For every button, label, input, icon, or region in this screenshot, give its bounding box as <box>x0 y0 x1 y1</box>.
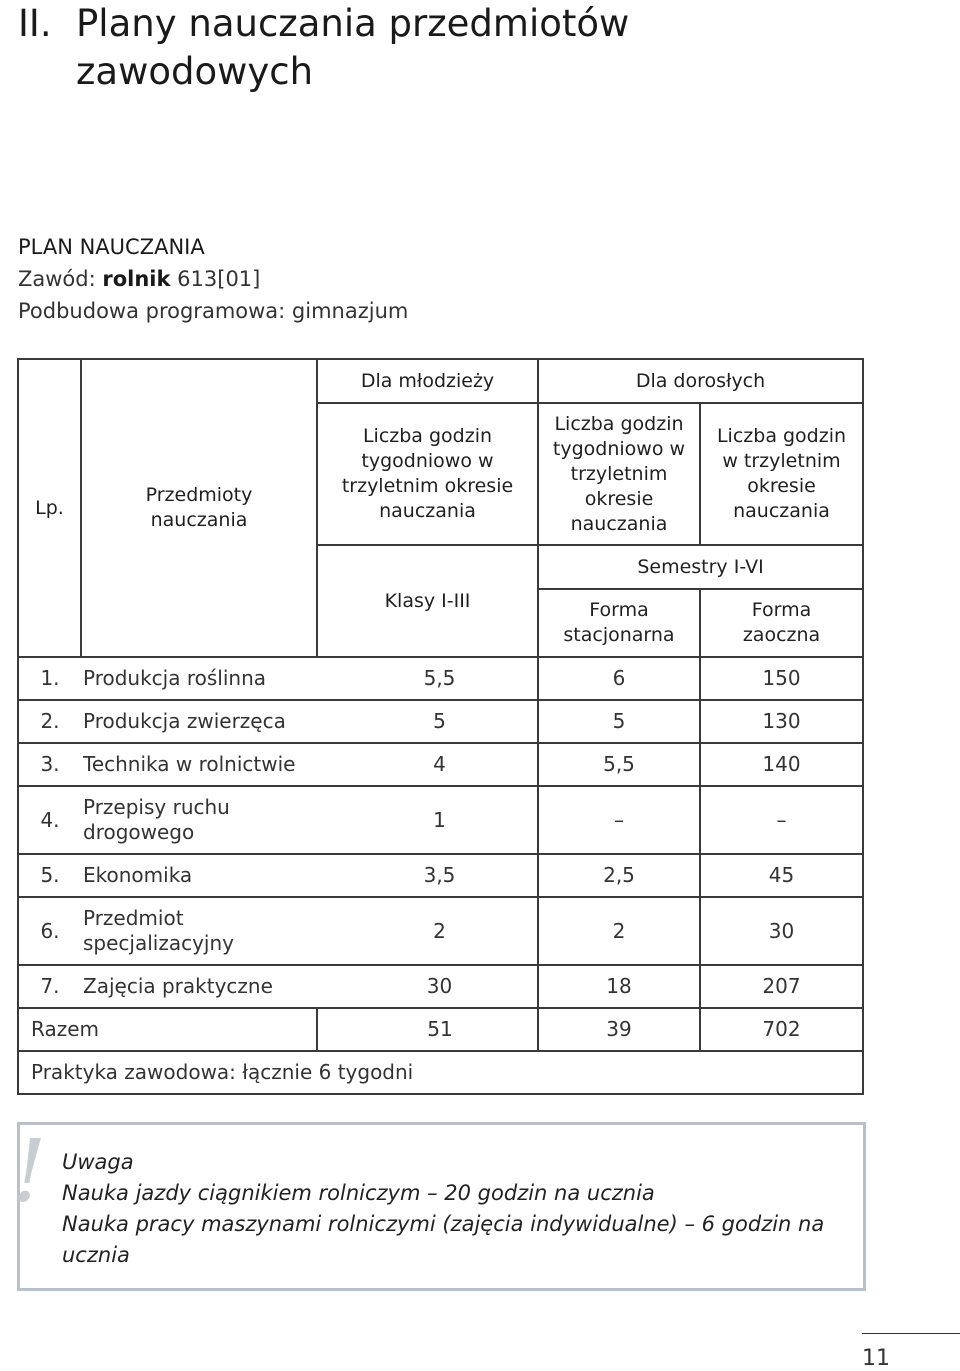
row-stacjonarna: 18 <box>538 965 700 1008</box>
header-lp: Lp. <box>18 359 81 657</box>
row-mlodziez: 4 <box>317 743 538 786</box>
row-stacjonarna: – <box>538 786 700 854</box>
row-lp: 6. <box>18 897 81 965</box>
row-name: Ekonomika <box>81 854 317 897</box>
row-name: Zajęcia praktyczne <box>81 965 317 1008</box>
plan-meta <box>18 231 408 327</box>
header-stacj-liczba: Liczba godzin tygodniowo w trzyletnim okresie nauczania <box>538 403 700 545</box>
title-line-2: zawodowych <box>76 50 314 93</box>
table-row <box>18 786 863 854</box>
note-line-1: Nauka jazdy ciągnikiem rolniczym – 20 godzin na ucznia <box>62 1181 655 1205</box>
title-line-1: Plany nauczania przedmiotów <box>76 2 630 45</box>
row-stacjonarna: 6 <box>538 657 700 700</box>
table-row <box>18 854 863 897</box>
row-lp: 1. <box>18 657 81 700</box>
podbudowa-line: Podbudowa programowa: gimnazjum <box>18 299 409 323</box>
note-line-2: Nauka pracy maszynami rolniczymi (zajęcia indywidualne) – 6 godzin na ucznia <box>62 1212 825 1267</box>
row-lp: 7. <box>18 965 81 1008</box>
row-lp: 4. <box>18 786 81 854</box>
row-zaoczna: 130 <box>700 700 863 743</box>
row-name: Produkcja roślinna <box>81 657 317 700</box>
header-semestry-block <box>538 545 863 657</box>
row-mlodziez: 5,5 <box>317 657 538 700</box>
header-dla-mlodziezy: Dla młodzieży <box>317 359 538 403</box>
row-zaoczna: – <box>700 786 863 854</box>
row-stacjonarna: 5,5 <box>538 743 700 786</box>
plan-table <box>17 358 864 1095</box>
header-forma-zaoczna: Forma zaoczna <box>742 599 821 646</box>
row-stacjonarna: 2 <box>538 897 700 965</box>
razem-stacjonarna: 39 <box>538 1008 700 1051</box>
note-text <box>62 1147 852 1271</box>
note-box <box>12 1122 866 1291</box>
plan-heading: PLAN NAUCZANIA <box>18 235 205 259</box>
table-row-razem <box>18 1008 863 1051</box>
exclamation-icon: ! <box>12 1122 47 1222</box>
row-mlodziez: 30 <box>317 965 538 1008</box>
chapter-number: II. <box>18 2 52 45</box>
zawod-label: Zawód: <box>18 267 96 291</box>
row-mlodziez: 2 <box>317 897 538 965</box>
header-klasy: Klasy I-III <box>317 545 538 657</box>
header-forma-stacjonarna: Forma stacjonarna <box>539 590 701 656</box>
row-name: Produkcja zwierzęca <box>81 700 317 743</box>
razem-label: Razem <box>18 1008 317 1051</box>
table-row <box>18 897 863 965</box>
row-zaoczna: 140 <box>700 743 863 786</box>
razem-zaoczna: 702 <box>700 1008 863 1051</box>
praktyka-text: Praktyka zawodowa: łącznie 6 tygodni <box>18 1051 863 1094</box>
row-mlodziez: 5 <box>317 700 538 743</box>
row-mlodziez: 3,5 <box>317 854 538 897</box>
header-zaoczna-liczba: Liczba godzin w trzyletnim okresie nauczania <box>700 403 863 545</box>
page-number-rule <box>862 1333 960 1334</box>
row-zaoczna: 207 <box>700 965 863 1008</box>
header-semestry: Semestry I-VI <box>539 546 862 590</box>
page-title <box>18 0 918 96</box>
row-name: Technika w rolnictwie <box>81 743 317 786</box>
page-number: 11 <box>862 1346 890 1371</box>
row-zaoczna: 30 <box>700 897 863 965</box>
row-zaoczna: 45 <box>700 854 863 897</box>
header-dla-doroslych: Dla dorosłych <box>538 359 863 403</box>
razem-mlodziez: 51 <box>317 1008 538 1051</box>
header-mlodziez-liczba: Liczba godzin tygodniowo w trzyletnim okresie nauczania <box>317 403 538 545</box>
zawod-line <box>18 263 408 295</box>
note-heading: Uwaga <box>62 1150 134 1174</box>
table-row-praktyka <box>18 1051 863 1094</box>
table-row <box>18 657 863 700</box>
row-lp: 5. <box>18 854 81 897</box>
header-przedmioty: Przedmioty nauczania <box>81 359 317 657</box>
row-stacjonarna: 5 <box>538 700 700 743</box>
table-row <box>18 700 863 743</box>
zawod-code: 613[01] <box>177 267 261 291</box>
table-row <box>18 743 863 786</box>
row-lp: 3. <box>18 743 81 786</box>
row-mlodziez: 1 <box>317 786 538 854</box>
row-zaoczna: 150 <box>700 657 863 700</box>
row-name: Przedmiot specjalizacyjny <box>81 897 317 965</box>
zawod-name: rolnik <box>102 267 171 291</box>
row-stacjonarna: 2,5 <box>538 854 700 897</box>
row-lp: 2. <box>18 700 81 743</box>
table-row <box>18 965 863 1008</box>
row-name: Przepisy ruchu drogowego <box>81 786 317 854</box>
